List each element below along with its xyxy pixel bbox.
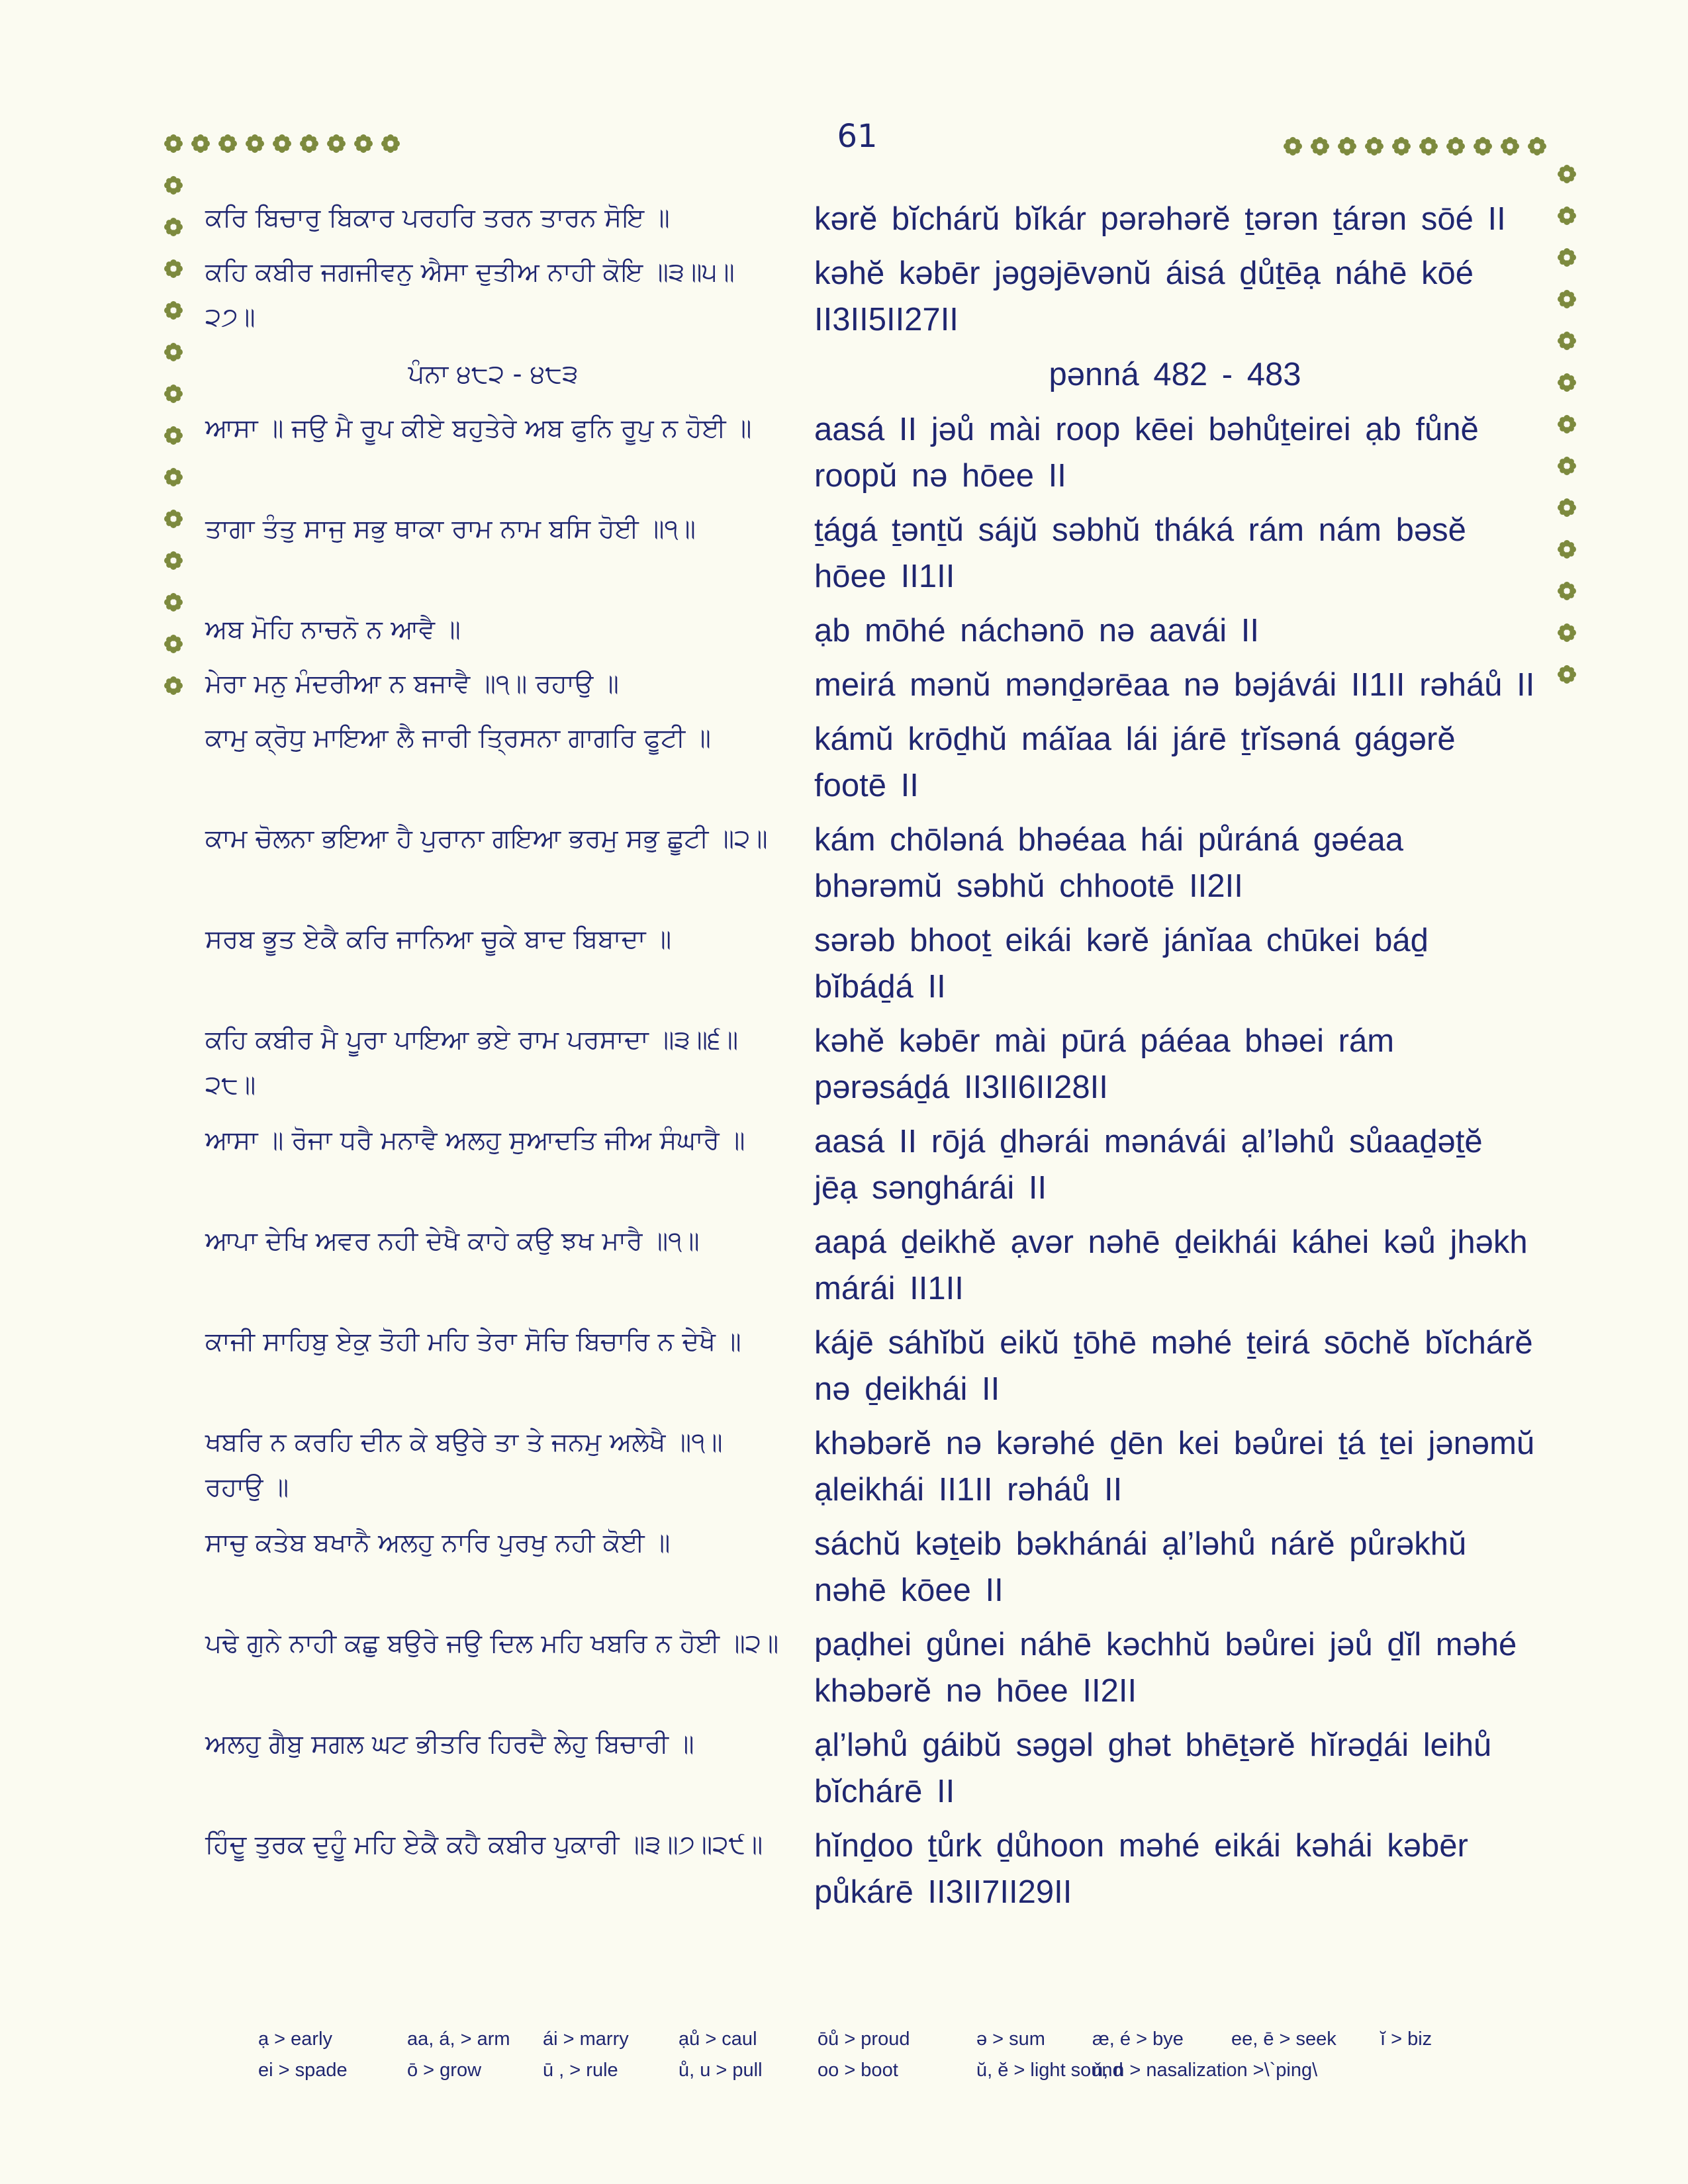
flower-ornament-icon [1557,498,1577,518]
flower-ornament-icon [1557,248,1577,267]
flower-ornament-icon [1557,331,1577,351]
verse-transliteration: hĭnḏoo ṯůrk ḏůhoon məhé eikái kəhái kəbēr půkárē II3II7II29II [814,1828,1468,1910]
verse-gurmukhi: ਸਾਚੁ ਕਤੇਬ ਬਖਾਨੈ ਅਲਹੁ ਨਾਰਿ ਪੁਰਖੁ ਨਹੀ ਕੋਈ ॥ [205,1528,671,1558]
legend-entry: ōů > proud [818,2028,910,2050]
legend-entry: ū , > rule [543,2060,618,2081]
flower-ornament-icon [164,634,183,654]
flower-ornament-icon [299,134,319,154]
flower-ornament-icon [1391,136,1411,156]
verse-row [205,1420,1536,1521]
verse-row [205,608,1536,662]
legend-entry: ů, u > pull [679,2060,763,2081]
verse-gurmukhi: ਕਰਿ ਬਿਚਾਰੁ ਬਿਕਾਰ ਪਰਹਰਿ ਤਰਨ ਤਾਰਨ ਸੋਇ ॥ [205,203,670,233]
verse-row [205,250,1536,351]
flower-ornament-icon [1557,623,1577,643]
verse-gurmukhi: ਸਰਬ ਭੂਤ ਏਕੈ ਕਰਿ ਜਾਨਿਆ ਚੂਕੇ ਬਾਦ ਬਿਬਾਦਾ ॥ [205,925,672,954]
flower-ornament-icon [1527,136,1547,156]
verse-gurmukhi: ਕਾਜੀ ਸਾਹਿਬੁ ਏਕੁ ਤੋਹੀ ਮਹਿ ਤੇਰਾ ਸੋਚਿ ਬਿਚਾਰਿ ਨ ਦੇਖੈ ॥ [205,1327,741,1357]
verse-row [205,1823,1536,1923]
verse-transliteration: kájē sáhĭbŭ eikŭ ṯōhē məhé ṯeirá sōchĕ bĭchárĕ nə ḏeikhái II [814,1325,1533,1407]
page-number: 61 [837,118,878,155]
flower-ornament-icon [1557,581,1577,601]
legend-entry: ạ > early [258,2028,333,2050]
legend-entry [1380,2060,1503,2081]
flower-ornament-icon [164,592,183,612]
verse-gurmukhi: ਪਢੇ ਗੁਨੇ ਨਾਹੀ ਕਛੁ ਬਉਰੇ ਜਉ ਦਿਲ ਮਹਿ ਖਬਰਿ ਨ ਹੋਈ ॥੨॥ [205,1629,779,1659]
flower-ornament-icon [1446,136,1466,156]
verse-gurmukhi: ਹਿੰਦੂ ਤੁਰਕ ਦੁਹੂੰ ਮਹਿ ਏਕੈ ਕਹੈ ਕਬੀਰ ਪੁਕਾਰੀ ॥੩॥੭॥੨੯॥ [205,1830,763,1860]
verse-gurmukhi: ਮੇਰਾ ਮਨੁ ਮੰਦਰੀਆ ਨ ਬਜਾਵੈ ॥੧॥ ਰਹਾਉ ॥ [205,669,619,699]
legend-entry: aa, á, > arm [407,2028,510,2050]
verse-transliteration: sərəb bhooṯ eikái kərĕ jánĭaa chūkei báḏ bĭbáḏá II [814,923,1429,1005]
flower-ornament-icon [1557,206,1577,226]
verse-transliteration: khəbərĕ nə kərəhé ḏēn kei bəůrei ṯá ṯei jənəmŭ ạleikhái II1II rəháů II [814,1426,1535,1508]
flower-ornament-icon [326,134,346,154]
flower-ornament-icon [191,134,211,154]
verse-transliteration: aasá II jəů mài roop kēei bəhůṯeirei ạb fůnĕ roopŭ nə hōee II [814,412,1479,494]
flower-ornament-icon [1557,164,1577,184]
flower-ornament-icon [164,426,183,445]
verse-gurmukhi: ਅਬ ਮੋਹਿ ਨਾਚਨੋ ਨ ਆਵੈ ॥ [205,615,461,645]
verse-row [205,1320,1536,1420]
verse-row [205,1722,1536,1823]
legend-entry: æ, é > bye [1092,2028,1184,2050]
verse-transliteration: aasá II rōjá ḏhərái mənávái ạl’ləhů sůaaḏəṯĕ jēạ sənghárái II [814,1124,1483,1206]
verse-transliteration: kəhĕ kəbēr jəgəjēvənŭ áisá ḏůṯēạ náhē kōé II3II5II27II [814,255,1474,338]
verse-transliteration: ạl’ləhů gáibŭ səgəl ghət bhēṯərĕ hĭrəḏái leihů bĭchárē II [814,1727,1492,1809]
flower-ornament-icon [1500,136,1520,156]
verse-gurmukhi: ਅਲਹੁ ਗੈਬੁ ਸਗਲ ਘਟ ਭੀਤਰਿ ਹਿਰਦੈ ਲੇਹੁ ਬਿਚਾਰੀ ॥ [205,1729,694,1759]
verse-transliteration: kəhĕ kəbēr mài pūrá páéaa bhəei rám pərəsáḏá II3II6II28II [814,1023,1395,1105]
legend-entry: ái > marry [543,2028,629,2050]
flower-ornament-icon [1557,539,1577,559]
verse-table [205,196,1536,1923]
verse-row [205,917,1536,1018]
flower-ornament-icon [1337,136,1357,156]
verse-row [205,662,1536,716]
flower-ornament-icon [1557,414,1577,434]
verse-transliteration: sáchŭ kəṯeib bəkhánái ạl’ləhů nárĕ půrəkhŭ nəhē kōee II [814,1526,1467,1608]
verse-gurmukhi: ਤਾਗਾ ਤੰਤੁ ਸਾਜੁ ਸਭੁ ਥਾਕਾ ਰਾਮ ਨਾਮ ਬਸਿ ਹੋਈ ॥੧॥ [205,514,696,544]
legend-entry: ō > grow [407,2060,482,2081]
flower-ornament-icon [164,259,183,279]
verse-gurmukhi: ਖਬਰਿ ਨ ਕਰਹਿ ਦੀਨ ਕੇ ਬਉਰੇ ਤਾ ਤੇ ਜਨਮੁ ਅਲੇਖੈ ॥੧॥ ਰਹਾਉ ॥ [205,1428,723,1502]
legend-entry: ei > spade [258,2060,348,2081]
flower-ornament-icon [164,467,183,487]
verse-transliteration: kám chōləná bhəéaa hái půráná gəéaa bhərəmŭ səbhŭ chhootē II2II [814,822,1404,904]
flower-ornament-icon [164,384,183,404]
page-reference-transliteration: pənná 482 - 483 [1049,357,1301,392]
flower-ornament-icon [164,676,183,696]
verse-transliteration: meirá mənŭ mənḏərēaa nə bəjávái II1II rəháů II [814,667,1535,703]
page-reference-row [205,351,1536,406]
legend-entry: ạů > caul [679,2028,757,2050]
flower-ornament-icon [1283,136,1303,156]
legend-entry: ə > sum [976,2028,1045,2050]
pronunciation-legend [258,2028,1503,2081]
flower-ornament-icon [164,217,183,237]
flower-ornament-icon [1557,664,1577,684]
legend-entry: ŭ, ĕ > light sound [976,2060,1123,2081]
verse-gurmukhi: ਆਸਾ ॥ ਜਉ ਮੈ ਰੂਪ ਕੀਏ ਬਹੁਤੇਰੇ ਅਬ ਫੁਨਿ ਰੂਪੁ ਨ ਹੋਈ ॥ [205,414,752,443]
verse-transliteration: kámŭ krōḏhŭ máĭaa lái járē ṯrĭsəná gágərĕ footē II [814,721,1456,803]
legend-entry: oo > boot [818,2060,898,2081]
verse-gurmukhi: ਆਸਾ ॥ ਰੋਜਾ ਧਰੈ ਮਨਾਵੈ ਅਲਹੁ ਸੁਆਦਤਿ ਜੀਅ ਸੰਘਾਰੈ ॥ [205,1126,745,1156]
verse-row [205,196,1536,250]
verse-row [205,716,1536,817]
verse-row [205,507,1536,608]
flower-ornament-icon [272,134,292,154]
verse-transliteration: ạb mōhé náchənō nə aavái II [814,613,1260,649]
flower-ornament-icon [164,134,183,154]
verse-gurmukhi: ਕਹਿ ਕਬੀਰ ਮੈ ਪੂਰਾ ਪਾਇਆ ਭਏ ਰਾਮ ਪਰਸਾਦਾ ॥੩॥੬॥੨੮॥ [205,1025,739,1100]
verse-gurmukhi: ਕਹਿ ਕਬੀਰ ਜਗਜੀਵਨੁ ਐਸਾ ਦੁਤੀਅ ਨਾਹੀ ਕੋਇ ॥੩॥੫॥੨੭॥ [205,257,735,332]
verse-row [205,1521,1536,1621]
verse-gurmukhi: ਕਾਮ ਚੋਲਨਾ ਭਇਆ ਹੈ ਪੁਰਾਨਾ ਗਇਆ ਭਰਮੁ ਸਭੁ ਛੂਟੀ ॥੨॥ [205,824,768,854]
flower-ornament-icon [1419,136,1438,156]
verse-row [205,1118,1536,1219]
flower-ornament-icon [353,134,373,154]
flower-ornament-icon [381,134,400,154]
flower-ornament-icon [164,175,183,195]
legend-entry: ň, n > nasalization >\`ping\ [1092,2060,1318,2081]
flower-ornament-icon [1557,289,1577,309]
verse-transliteration: kərĕ bĭchárŭ bĭkár pərəhərĕ ṯərən ṯárən sōé II [814,201,1506,237]
flower-ornament-icon [164,509,183,529]
flower-ornament-icon [1557,373,1577,392]
verse-transliteration: ṯágá ṯənṯŭ sájŭ səbhŭ tháká rám nám bəsĕ hōee II1II [814,512,1466,594]
flower-ornament-icon [164,300,183,320]
flower-ornament-icon [1364,136,1384,156]
legend-entry: ĭ > biz [1380,2028,1432,2050]
flower-ornament-icon [1557,456,1577,476]
page-reference-gurmukhi: ਪੰਨਾ ੪੮੨ - ੪੮੩ [408,359,579,389]
verse-row [205,1018,1536,1118]
flower-ornament-icon [164,342,183,362]
verse-row [205,406,1536,507]
legend-entry [1231,2060,1380,2081]
flower-ornament-icon [1473,136,1493,156]
flower-ornament-icon [1310,136,1330,156]
verse-row [205,1219,1536,1320]
verse-transliteration: aapá ḏeikhĕ ạvər nəhē ḏeikhái káhei kəů jhəkh márái II1II [814,1224,1528,1306]
verse-transliteration: paḍhei gůnei náhē kəchhŭ bəůrei jəů ḏĭl məhé khəbərĕ nə hōee II2II [814,1627,1517,1709]
verse-gurmukhi: ਕਾਮੁ ਕ੍ਰੋਧੁ ਮਾਇਆ ਲੈ ਜਾਰੀ ਤ੍ਰਿਸਨਾ ਗਾਗਰਿ ਫੂਟੀ ॥ [205,723,711,753]
flower-ornament-icon [245,134,265,154]
flower-ornament-icon [218,134,238,154]
verse-row [205,1621,1536,1722]
legend-entry: ee, ē > seek [1231,2028,1336,2050]
verse-row [205,817,1536,917]
flower-ornament-icon [164,551,183,570]
verse-gurmukhi: ਆਪਾ ਦੇਖਿ ਅਵਰ ਨਹੀ ਦੇਖੈ ਕਾਹੇ ਕਉ ਝਖ ਮਾਰੈ ॥੧॥ [205,1226,700,1256]
